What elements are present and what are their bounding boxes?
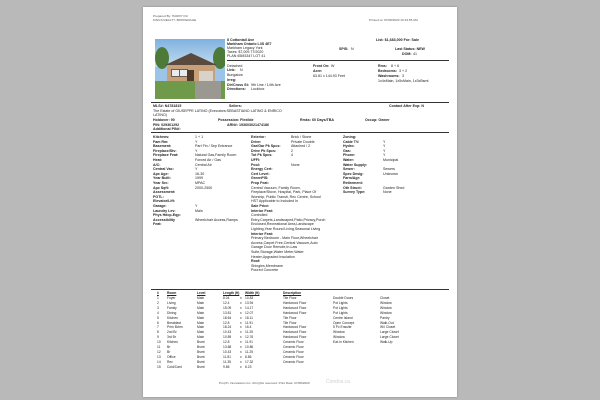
- room-cell: 12.76: [245, 335, 254, 340]
- feature-value: 4: [291, 153, 293, 158]
- room-cell: Office: [167, 354, 176, 359]
- feature-value: Part Fin / Sep Entrance: [195, 144, 233, 149]
- room-cell: Breakfast: [167, 320, 181, 325]
- room-cell: Large Closet: [380, 335, 399, 340]
- rooms-count-value: 8 + 6: [391, 64, 400, 68]
- room-cell: Ceramic Floor: [283, 359, 304, 364]
- room-cell: x: [240, 300, 242, 305]
- room-cell: 10: [157, 340, 161, 345]
- washrooms-value: 3: [402, 74, 404, 78]
- room-cell: Bsmt: [197, 359, 205, 364]
- feature-label: Drive Pk Spcs:: [251, 148, 277, 153]
- feature-value: Private Double: [291, 139, 315, 144]
- front-on-label: Front On:: [313, 64, 330, 68]
- room-cell: Ceramic Floor: [283, 340, 304, 345]
- room-cell: 3: [157, 305, 159, 310]
- dom-label: DOM:: [402, 52, 412, 56]
- feature-label: Drive:: [251, 139, 262, 144]
- room-cell: 5: [157, 315, 159, 320]
- room-cell: x: [240, 340, 242, 345]
- room-cell: 13.81: [223, 310, 232, 315]
- room-cell: 11.91: [245, 320, 254, 325]
- summary-link-value: N: [240, 68, 243, 72]
- room-cell: x: [240, 354, 242, 359]
- last-status: Last Status: NEW: [395, 47, 425, 51]
- room-cell: 5 Pc Ensuite: [333, 325, 352, 330]
- bedrooms-label: Bedrooms:: [378, 69, 397, 73]
- room-cell: x: [240, 320, 242, 325]
- room-cell: 16.4: [245, 325, 252, 330]
- feature-label: Hydro:: [343, 144, 355, 149]
- room-cell: Cold/Cant: [167, 364, 182, 369]
- washrooms-label: Washrooms:: [378, 74, 400, 78]
- feature-label: Year Src:: [153, 181, 169, 185]
- room-cell: 10.83: [245, 296, 254, 300]
- feature-text: Controlled: [251, 213, 268, 218]
- room-cell: Large Closet: [380, 330, 399, 335]
- room-cell: Kitchen: [167, 315, 178, 320]
- bedrooms-value: 3 + 2: [399, 69, 408, 73]
- summary-style: Bungalow: [227, 73, 243, 77]
- room-cell: Main: [197, 305, 205, 310]
- feature-text: Lighting,Year Round Living,Seasonal Living: [251, 227, 321, 231]
- feature-label: Fireplace Feat:: [153, 153, 179, 158]
- feature-text: Interior Feat:: [251, 208, 273, 213]
- feature-value: Unknown: [383, 171, 398, 176]
- room-cell: Main: [197, 330, 205, 335]
- feature-label: POTL:: [153, 194, 164, 199]
- lot-size: 63.81 x 144.93 Feet: [313, 74, 345, 78]
- feature-value: 2000-2500: [195, 185, 213, 190]
- feature-text: Central Vacuum, Family Room,: [251, 185, 301, 190]
- summary-link-label: Link:: [227, 68, 236, 72]
- room-cell: Bsmt: [197, 345, 205, 349]
- feature-text: Primary Bedroom - Main Floor,Wheelchair: [251, 236, 318, 241]
- room-cell: Hardwood Floor: [283, 325, 307, 330]
- feature-value: Attached / 2: [291, 144, 311, 149]
- room-cell: Open Concept: [333, 320, 355, 325]
- room-cell: 15: [157, 364, 161, 369]
- rooms-header-cell: Room: [167, 291, 177, 295]
- room-cell: Living: [167, 300, 176, 305]
- feature-text: Sale Price:: [251, 204, 270, 208]
- room-cell: 6: [157, 320, 159, 325]
- rooms-count-label: Rms:: [378, 64, 387, 68]
- room-cell: x: [240, 305, 242, 310]
- room-cell: 2nd Br: [167, 330, 177, 335]
- room-cell: W/I Closet: [380, 325, 396, 330]
- room-cell: x: [240, 310, 242, 315]
- feature-label: Kitchens:: [153, 135, 170, 139]
- watermark: Condos.ca: [326, 379, 350, 385]
- feature-label: Prop Feat:: [251, 181, 269, 185]
- feature-label: Apx Sqft:: [153, 185, 169, 190]
- additional-pin: Additional PIN#:: [153, 127, 181, 131]
- taxes: Taxes: $7,009.77/2020: [227, 50, 264, 54]
- feature-text: Fireplace/Stove, Hospital, Park, Place Of: [251, 190, 317, 195]
- feature-text: Garage Door Remote,In-Law: [251, 245, 298, 250]
- summary-cross-label: Dir/Cross St:: [227, 83, 249, 87]
- room-cell: 15.09: [223, 305, 232, 310]
- room-cell: 12: [157, 349, 161, 354]
- room-cell: 4: [157, 310, 159, 315]
- listing-document: [143, 7, 457, 397]
- room-cell: Main: [197, 300, 205, 305]
- room-cell: 11: [157, 345, 161, 349]
- room-cell: Rec: [167, 359, 173, 364]
- feature-label: Water Supply:: [343, 162, 368, 167]
- feature-label: Cert Level:: [251, 171, 270, 176]
- feature-label: Spec Desig:: [343, 171, 364, 176]
- possession-remarks: Rmks: 60 Days/TBA: [300, 118, 334, 122]
- feature-value: Natural Gas,Family Room: [195, 153, 237, 158]
- room-cell: Window: [380, 305, 392, 310]
- feature-label: Apx Age:: [153, 171, 169, 176]
- feature-value: Y: [195, 204, 198, 208]
- feature-label: Tot Pk Spcs:: [251, 153, 273, 158]
- room-cell: Br: [167, 345, 171, 349]
- room-cell: 13: [157, 354, 161, 359]
- room-cell: 7: [157, 325, 159, 330]
- room-cell: x: [240, 296, 242, 300]
- feature-label: Heat:: [153, 158, 162, 162]
- feature-label: Elevator/Lift:: [153, 199, 175, 204]
- room-cell: Double Doors: [333, 296, 354, 300]
- feature-label: Basement:: [153, 144, 172, 149]
- feature-text: Roof:: [251, 259, 261, 264]
- feature-text: Worship, Public Transit, Rec Centre, School: [251, 194, 321, 199]
- rooms-header-cell: Description: [283, 291, 302, 295]
- feature-text: Enclosed,Recreational Area,Landscape: [251, 222, 314, 227]
- room-cell: x: [240, 325, 242, 330]
- feature-label: Laundry Lev:: [153, 208, 176, 213]
- feature-value: Y: [383, 144, 386, 149]
- rooms-header-cell: #: [157, 291, 159, 295]
- contact-after-exp: Contact After Exp: N: [389, 104, 425, 108]
- room-cell: Foyer: [167, 296, 176, 300]
- feature-label: Cable TV:: [343, 139, 360, 144]
- feature-label: Phone:: [343, 153, 356, 158]
- occupancy: Occup: Owner: [365, 118, 390, 122]
- spis-value: N: [351, 47, 354, 51]
- feature-value: None: [291, 162, 300, 167]
- room-cell: Br: [167, 349, 171, 354]
- room-cell: Ceramic Floor: [283, 349, 304, 354]
- feature-value: MPAC: [195, 181, 206, 185]
- room-cell: Family: [167, 305, 177, 310]
- feature-label: Energy Cert:: [251, 167, 273, 172]
- room-cell: Main: [197, 335, 205, 340]
- feature-label: UFFI:: [251, 158, 261, 162]
- room-cell: x: [240, 330, 242, 335]
- feature-label: Gas:: [343, 148, 351, 153]
- prepared-by: Prepared By: HARRY DU: [153, 14, 188, 18]
- room-cell: 10.43: [223, 349, 232, 354]
- room-cell: Window: [333, 335, 345, 340]
- feature-text: HST Applicable to Included In: [251, 199, 299, 204]
- feature-value: Y: [195, 148, 198, 153]
- room-cell: Ceramic Floor: [283, 345, 304, 349]
- feature-label: Zoning:: [343, 135, 357, 139]
- feature-value: Brick / Stone: [291, 135, 312, 139]
- room-cell: Pot Lights: [333, 305, 348, 310]
- room-cell: Tile Floor: [283, 315, 297, 320]
- room-cell: Hardwood Floor: [283, 300, 307, 305]
- room-cell: 17.32: [245, 359, 254, 364]
- community: Markham Legacy York: [227, 46, 263, 50]
- printed-on: Printed on 07/08/2020 10:23:55 AM: [369, 18, 418, 22]
- spis-label: SPIS:: [339, 47, 349, 51]
- room-cell: Main: [197, 310, 205, 315]
- feature-text: Entry,Carpets,Landscaped,Patio,Privacy,Porch: [251, 217, 326, 222]
- list-price: List: $1,683,000 For: Sale: [376, 38, 419, 42]
- acre-label: Acre:: [313, 69, 323, 73]
- feature-label: Retirement:: [343, 181, 363, 185]
- feature-value: 1 + 1: [195, 135, 204, 139]
- feature-text: Interior Feat:: [251, 231, 273, 236]
- room-cell: 10.89: [223, 335, 232, 340]
- room-cell: Tile Floor: [283, 296, 297, 300]
- room-cell: 6.23: [245, 364, 252, 369]
- room-cell: Prim Bdrm: [167, 325, 183, 330]
- room-cell: 8.86: [245, 354, 252, 359]
- room-cell: Hardwood Floor: [283, 335, 307, 340]
- room-cell: 13.94: [245, 300, 254, 305]
- room-cell: 11.91: [245, 340, 254, 345]
- feature-label: Phys Hdcp-Eqp:: [153, 213, 181, 218]
- feature-label: Fireplace/Stv:: [153, 148, 177, 153]
- room-cell: 9.86: [223, 364, 230, 369]
- room-cell: Main: [197, 320, 205, 325]
- room-cell: 12.8: [223, 340, 230, 345]
- room-cell: 8: [157, 330, 159, 335]
- room-cell: Closet: [380, 296, 390, 300]
- room-cell: Hardwood Floor: [283, 305, 307, 310]
- room-cell: 11.25: [245, 349, 254, 354]
- feature-label: A/C:: [153, 162, 161, 167]
- room-cell: Main: [197, 296, 205, 300]
- feature-label: GreenPIS:: [251, 176, 269, 181]
- rooms-header-cell: Level: [197, 291, 206, 295]
- front-on-value: W: [331, 64, 335, 68]
- feature-value: Municipal: [383, 158, 399, 162]
- feature-value: Y: [195, 139, 198, 144]
- feature-label: Assessment:: [153, 190, 176, 195]
- room-cell: Pot Lights: [333, 300, 348, 305]
- footer-text: PropTx Innovations Inc. All rights reserved. Print Date: 07/08/2020: [219, 381, 310, 385]
- dom-value: 41: [413, 52, 417, 56]
- rooms-header-cell: Length (ft): [223, 291, 240, 295]
- room-cell: 11.25: [245, 330, 254, 335]
- room-cell: Tile Floor: [283, 320, 297, 325]
- feature-text: Heater,Upgraded Insulation: [251, 254, 295, 259]
- room-cell: x: [240, 364, 242, 369]
- feature-value: Forced Air / Gas: [195, 158, 221, 162]
- city-line: Markham Ontario L3S 4E7: [227, 42, 272, 46]
- brokerage: KINGS REALTY, BROKERAGE: [153, 18, 197, 22]
- address: 8 Cottontail Ave: [227, 38, 255, 42]
- feature-value: Garden Shed: [383, 185, 405, 190]
- summary-directions-label: Directions:: [227, 87, 246, 91]
- feature-label: Accessibility: [153, 217, 175, 222]
- room-cell: Pantry: [380, 315, 390, 320]
- room-cell: Hardwood Floor: [283, 310, 307, 315]
- plan: PLAN 65M3347 LOT 41: [227, 54, 266, 58]
- feature-value: 2: [291, 148, 293, 153]
- feature-value: Sewers: [383, 167, 395, 172]
- feature-value: Y: [383, 153, 386, 158]
- room-cell: Bsmt: [197, 354, 205, 359]
- feature-label: Oth Struct:: [343, 185, 362, 190]
- room-cell: x: [240, 359, 242, 364]
- room-cell: Bsmt: [197, 349, 205, 354]
- room-cell: Main: [197, 325, 205, 330]
- feature-label: Sewer:: [343, 167, 355, 172]
- property-photo: [155, 39, 225, 99]
- feature-value: Main: [195, 208, 203, 213]
- summary-cross-value: 9th Line / 14th Ave: [251, 83, 281, 87]
- feature-label: Farm/Agr:: [343, 176, 361, 181]
- feature-text: Shingles,Membrane: [251, 263, 283, 268]
- room-cell: Ceramic Floor: [283, 354, 304, 359]
- arn: ARN#: 193603021474186: [227, 123, 269, 127]
- room-cell: Window: [380, 300, 392, 305]
- feature-label: Pool:: [251, 162, 260, 167]
- feature-label: Garage:: [153, 204, 167, 208]
- possession: Possession: Flexible: [218, 118, 254, 122]
- room-cell: 13.68: [223, 345, 232, 349]
- feature-text: Access,Carpet Free,Central Vacuum,Auto: [251, 240, 318, 245]
- room-cell: Window: [333, 330, 345, 335]
- room-cell: Bsmt: [197, 364, 205, 369]
- rooms-header-cell: Width (ft): [245, 291, 260, 295]
- room-cell: 10.43: [223, 330, 232, 335]
- sellers-label: Sellers:: [229, 104, 242, 108]
- feature-text: Suite,Storage,Water Meter,Water: [251, 250, 304, 254]
- room-cell: x: [240, 315, 242, 320]
- room-cell: Bsmt: [197, 340, 205, 345]
- room-cell: 12.07: [245, 310, 254, 315]
- room-cell: Kitchen: [167, 340, 178, 345]
- feature-label: Year Built:: [153, 176, 171, 181]
- room-cell: 1: [157, 296, 159, 300]
- feature-label: Water:: [343, 158, 355, 162]
- feature-label: Exterior:: [251, 135, 266, 139]
- room-cell: Main: [197, 315, 205, 320]
- room-cell: x: [240, 349, 242, 354]
- room-cell: x: [240, 335, 242, 340]
- room-cell: Centre Island: [333, 315, 353, 320]
- room-cell: 14: [157, 359, 161, 364]
- feature-label: Central Vac:: [153, 167, 174, 172]
- feature-value: None: [383, 190, 392, 195]
- room-cell: 12.8: [223, 320, 230, 325]
- room-cell: Pot Lights: [333, 310, 348, 315]
- feature-value: Y: [383, 148, 386, 153]
- room-cell: 9: [157, 335, 159, 340]
- seller-names-cont: LATINO): [153, 113, 167, 117]
- room-cell: 11.35: [223, 359, 232, 364]
- room-cell: 12.4: [223, 300, 230, 305]
- feature-value: Central Air: [195, 162, 212, 167]
- feature-text: Poured Concrete: [251, 268, 279, 273]
- room-cell: 11.81: [223, 354, 232, 359]
- seller-names: The Estate of GIUSEPPE LATINO (Executors:SEBASTIANO LATINO & ENRICO: [153, 109, 282, 113]
- room-cell: Dining: [167, 310, 177, 315]
- summary-irreg-label: Irreg:: [227, 78, 237, 82]
- feature-label: Fam Rm:: [153, 139, 169, 144]
- feature-value: Wheelchair Access,Ramps: [195, 217, 238, 222]
- feature-value: Y: [383, 139, 386, 144]
- room-cell: 2: [157, 300, 159, 305]
- room-cell: Window: [380, 310, 392, 315]
- holdover: Holdover: 90: [153, 118, 175, 122]
- feature-label: Gar/Gar Pk Spcs:: [251, 144, 281, 149]
- room-cell: 3rd Br: [167, 335, 176, 340]
- room-cell: Hardwood Floor: [283, 330, 307, 335]
- room-cell: x: [240, 345, 242, 349]
- room-cell: 10.86: [245, 345, 254, 349]
- room-cell: 18.64: [223, 315, 232, 320]
- room-cell: 8.04: [223, 296, 230, 300]
- room-cell: 18.11: [245, 315, 254, 320]
- feature-value: 1999: [195, 176, 203, 181]
- room-cell: Walk-Up: [380, 340, 393, 345]
- summary-type: Detached: [227, 64, 243, 68]
- room-cell: Walk-Out: [380, 320, 394, 325]
- pin: PIN: 029361292: [153, 123, 180, 127]
- room-cell: Eat-In Kitchen: [333, 340, 354, 345]
- mls-number: MLS#: N4781815: [153, 104, 182, 108]
- feature-value: Y: [195, 167, 198, 172]
- feature-label: Survey Type:: [343, 190, 366, 195]
- room-cell: 14.17: [245, 305, 254, 310]
- washroom-detail: 1x4xMain, 1x5xMain, 1x3xBsmt: [378, 79, 429, 83]
- feature-label: Feat:: [153, 222, 162, 227]
- room-cell: 18.24: [223, 325, 232, 330]
- feature-value: 16-30: [195, 171, 205, 176]
- summary-directions-value: Lockbox: [251, 87, 265, 91]
